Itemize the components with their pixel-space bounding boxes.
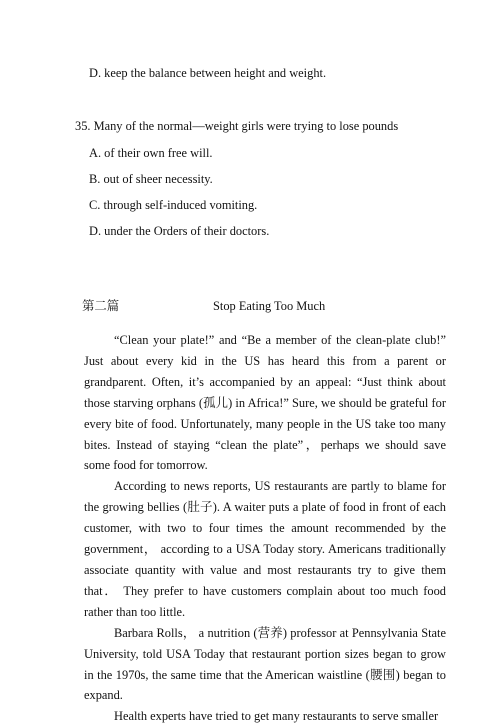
paragraph-4: Health experts have tried to get many restaurants to serve smaller xyxy=(114,709,439,724)
q34-option-d: D. keep the balance between height and weight. xyxy=(89,66,327,80)
passage-body xyxy=(84,330,446,727)
q35-option-c: C. through self-induced vomiting. xyxy=(89,198,258,212)
paragraph-2: According to news reports, US restaurants are partly to blame for the growing bellies (肚子). A waiter puts a plate of food in front of each customer, with two to four times the amount recommended by the government， according to a USA Today story. Americans traditionally associate quantity with value and most restaurants try to give them that． They prefer to have customers complain about too much food rather than too little. xyxy=(84,479,446,619)
paragraph-3: Barbara Rolls， a nutrition (营养) professor at Pennsylvania State University, told USA Today that restaurant portion sizes began to grow in the 1970s, the same time that the American waistline (腰围) began to expand. xyxy=(84,625,446,703)
q35-option-a: A. of their own free will. xyxy=(89,146,213,160)
passage-label: 第二篇 xyxy=(82,299,120,313)
q35-option-d: D. under the Orders of their doctors. xyxy=(89,224,270,238)
paragraph-1: “Clean your plate!” and “Be a member of the clean-plate club!” Just about every kid in the US has heard this from a parent or grandparent. Often, it’s accompanied by an appeal: “Just think about those starving orphans (孤儿) in Africa!” Sure, we should be grateful for every bite of food. Unfortunately, many people in the US take too many bites. Instead of staying “clean the plate”，perhaps we should save some food for tomorrow. xyxy=(84,333,446,473)
q35-option-b: B. out of sheer necessity. xyxy=(89,172,213,186)
passage-title: Stop Eating Too Much xyxy=(213,299,326,313)
q35-stem: 35. Many of the normal—weight girls were trying to lose pounds xyxy=(75,119,399,133)
